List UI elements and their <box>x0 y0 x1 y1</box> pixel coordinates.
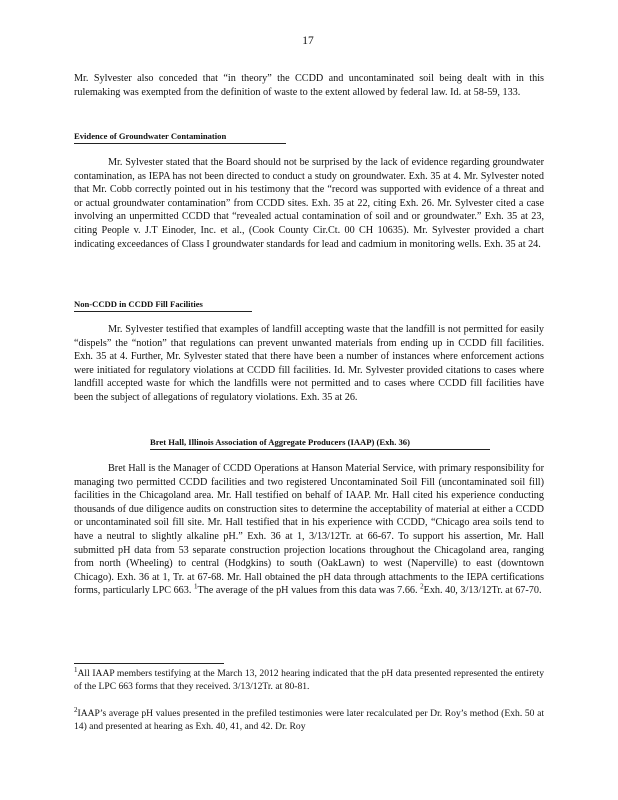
paragraph-sylvester-conceded: Mr. Sylvester also conceded that “in theory” the CCDD and uncontaminated soil being dealt with in this rulemaking was exempted from the definition of waste to the extent allowed by federal law. Id. at 58-59, 133. <box>74 73 544 98</box>
paragraph-bret-hall-average: The average of the pH values from this data was 7.66. <box>197 585 418 597</box>
footnote-ref-2: 2 <box>420 582 424 591</box>
footnote-1-text: All IAAP members testifying at the March 13, 2012 hearing indicated that the pH data presented represented the entirety of the LPC 663 forms that they received. 3/13/12Tr. at 80-81. <box>74 668 544 693</box>
heading-bret-hall: Bret Hall, Illinois Association of Aggregate Producers (IAAP) (Exh. 36) <box>150 437 490 450</box>
heading-groundwater-contamination: Evidence of Groundwater Contamination <box>74 131 286 144</box>
footnote-2 <box>74 707 544 733</box>
paragraph-bret-hall <box>74 462 544 598</box>
footnote-ref-1: 1 <box>193 582 198 591</box>
footnote-2-mark: 2 <box>74 705 78 714</box>
footnote-1-mark: 1 <box>74 665 78 674</box>
paragraph-bret-hall-citation: Exh. 40, 3/13/12Tr. at 67-70. <box>423 585 542 597</box>
heading-non-ccdd: Non-CCDD in CCDD Fill Facilities <box>74 299 252 312</box>
footnote-divider <box>74 663 224 664</box>
paragraph-bret-hall-body: Bret Hall is the Manager of CCDD Operations at Hanson Material Service, with primary responsibility for managing two permitted CCDD facilities and two registered Uncontaminated Soil Fill (uncontaminated soil fill) facilities in the Chicagoland area. Mr. Hall testified on behalf of IAAP. Mr. Hall cited his experience conducting thousands of due diligence audits on construction sites to determine the acceptability of material at either a CCDD or uncontaminated soil fill site. Mr. Hall testified that in his experience with CCDD, “Chicago area soils tend to have a neutral to slightly alkaline pH.” Exh. 36 at 1, 3/13/12Tr. at 66-67. To support his assertion, Mr. Hall submitted pH data from 53 separate construction projection locations throughout the Chicagoland area, ranging from north (Wheeling) to central (Hodgkins) to south (OakLawn) to west (Naperville) to east (downtown Chicago). Exh. 36 at 1, Tr. at 67-68. Mr. Hall obtained the pH data through attachments to the IEPA certifications forms, particularly LPC 663. <box>74 463 544 597</box>
paragraph-groundwater-evidence: Mr. Sylvester stated that the Board should not be surprised by the lack of evidence regarding groundwater contamination, as IEPA has not been directed to conduct a study on groundwater. Exh. 35 at 4. Mr. Sylvester noted that Mr. Cobb correctly pointed out in his testimony that the “record was supported with evidence of a threat and or actual groundwater contamination” from CCDD sites. Exh. 35 at 22, citing Exh. 26. Mr. Sylvester cited a case involving an unpermitted CCDD that “revealed actual contamination of soil and or groundwater.” Exh. 35 at 23, citing People v. J.T Einoder, Inc. et al., (Cook County Cir.Ct. 00 CH 10635). Mr. Sylvester provided a chart indicating exceedances of Class I groundwater standards for lead and cadmium in monitoring wells. Exh. 35 at 24. <box>74 157 544 250</box>
footnote-1 <box>74 667 544 693</box>
paragraph-non-ccdd: Mr. Sylvester testified that examples of landfill accepting waste that the landfill is not permitted for easily “dispels” the “notion” that regulations can prevent unwanted materials from ending up in CCDD fill facilities. Exh. 35 at 4. Further, Mr. Sylvester stated that there have been a number of instances where enforcement actions were initiated for regulatory violations at CCDD fill facilities. Id. Mr. Sylvester provided citations to cases where landfill accepted waste for which the landfills were not permitted and to cases where CCDD fill facilities have been the subject of allegations of regulatory violations. Exh. 35 at 26. <box>74 324 544 403</box>
footnote-2-text: IAAP’s average pH values presented in the prefiled testimonies were later recalculated per Dr. Roy’s method (Exh. 50 at 14) and presented at hearing as Exh. 40, 41, and 42. Dr. Roy <box>74 708 544 733</box>
page-number: 17 <box>302 35 314 47</box>
